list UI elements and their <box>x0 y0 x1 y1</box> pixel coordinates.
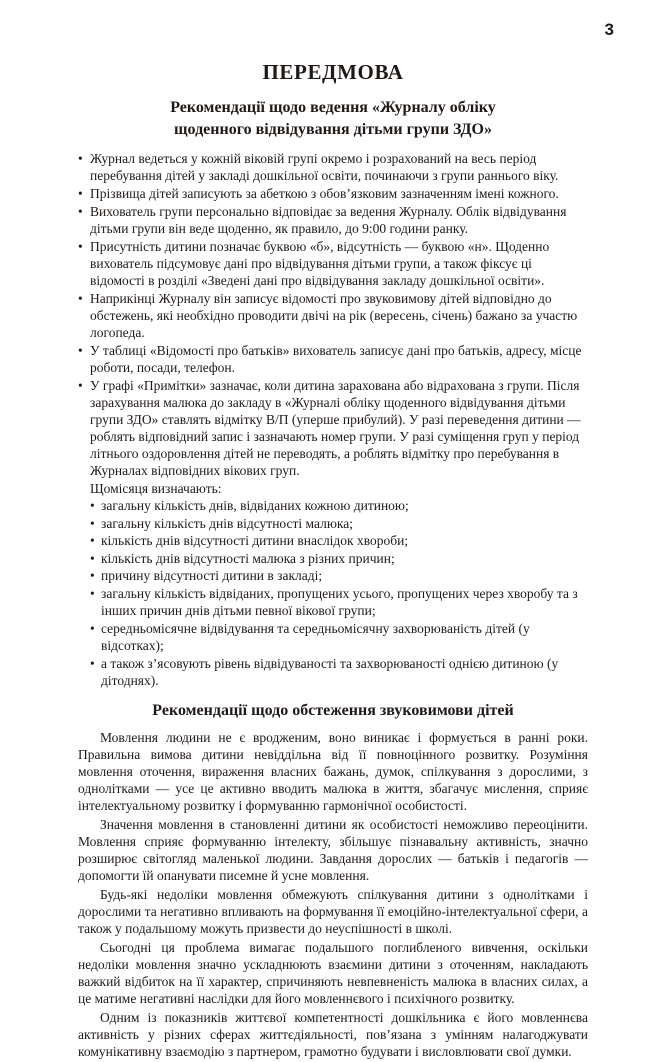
list-item: • Наприкінці Журналу він записує відомості про звуковимову дітей відповідно до обстежень, які необхідно проводити двічі на рік (вересень, січень) бажано за участю логопеда. <box>78 290 588 341</box>
list-item: • Прізвища дітей записують за абеткою з обов’язковим зазначенням імені кожного. <box>78 185 588 202</box>
sub-list-item: • загальну кількість днів відсутності малюка; <box>90 515 588 533</box>
list-item: • Вихователь групи персонально відповідає за ведення Журналу. Облік відвідування дітьми групи він веде щоденно, як правило, до 9:00 години ранку. <box>78 203 588 237</box>
section-heading-line: щоденного відвідування дітьми групи ЗДО» <box>174 121 492 138</box>
sub-list-item: • середньомісячне відвідування та середньомісячну захворюваність дітей (у відсотках); <box>90 620 588 655</box>
sub-list-item: • кількість днів відсутності малюка з різних причин; <box>90 550 588 568</box>
paragraph: Мовлення людини не є вродженим, воно виникає і формується в ранні роки. Правильна вимова дитини невіддільна від її повноцінного розвитку. Розуміння мовлення оточення, вираження власних бажань, думок, спілкування з дорослими, з однолітками — усе це активно вводить малюка в життя, збагачує мислення, сприяє інтелектуальному розвитку і формуванню гармонічної особистості. <box>78 729 588 813</box>
sub-list-item: • причину відсутності дитини в закладі; <box>90 567 588 585</box>
monthly-intro: Щомісяця визначають: <box>90 481 222 496</box>
section-heading-line: Рекомендації щодо ведення «Журналу обліку <box>170 99 496 116</box>
paragraph: Будь-які недоліки мовлення обмежують спілкування дитини з однолітками і дорослими та негативно впливають на формування її емоційно-інтелектуальної сфери, а також у подальшому можуть призвести до неуспішності в школі. <box>78 886 588 936</box>
paragraph: Значення мовлення в становленні дитини як особистості неможливо переоцінити. Мовлення сприяє формуванню інтелекту, збільшує пізнавальну активність, значно розширює світогляд маленької людини. Завдання дорослих — батьків і педагогів — допомогти їй опанувати писемне й усне мовлення. <box>78 816 588 883</box>
list-item: • У графі «Примітки» зазначає, коли дитина зарахована або відрахована з групи. Після зарахування малюка до закладу в «Журналі обліку щоденного відвідування дітьми групи ЗДО» ставлять відмітку В/П (уперше прибулий). У разі переведення дитини — роблять відповідний запис і зазначають номер групи. У разі суміщення груп у період літнього оздоровлення дітей не переводять, а роблять відмітку про перебування в Журналах відповідних вікових груп. <box>78 377 588 479</box>
sub-list-item: • кількість днів відсутності дитини внаслідок хвороби; <box>90 532 588 550</box>
section-heading-speech: Рекомендації щодо обстеження звуковимови дітей <box>152 701 514 719</box>
sub-list-item: • загальну кількість днів, відвіданих кожною дитиною; <box>90 497 588 515</box>
list-item: • Присутність дитини позначає буквою «б», відсутність — буквою «н». Щоденно вихователь підсумовує дані про відвідування дітьми групи, а також фіксує ці відомості в розділі «Зведені дані про відвідування закладу дошкільної освіти». <box>78 238 588 289</box>
list-item: • Журнал ведеться у кожній віковій групі окремо і розрахований на весь період перебування дітей у закладі дошкільної освіти, починаючи з групи раннього віку. <box>78 150 588 184</box>
paragraph: Сьогодні ця проблема вимагає подальшого поглибленого вивчення, оскільки недоліки мовлення значно ускладнюють взаємини дитини з оточенням, накладають важкий відбиток на її характер, спричиняють невпевненість малюка в власних силах, а це матиме негативні наслідки для його мовленнєвого і психічного розвитку. <box>78 939 588 1006</box>
page-number: 3 <box>604 20 614 39</box>
journal-rules-list <box>78 150 588 479</box>
speech-section-body <box>78 729 588 1060</box>
paragraph: Одним із показників життєвої компетентності дошкільника є його мовленнєва активність у різних сферах життєдіяльності, пов’язана з умінням налагоджувати комунікативну взаємодію з партнером, грамотно будувати і висловлювати свої думки. <box>78 1009 588 1059</box>
page-content <box>78 60 588 1062</box>
page-title: ПЕРЕДМОВА <box>262 60 404 84</box>
section-heading-journal <box>78 97 588 141</box>
list-item: • У таблиці «Відомості про батьків» вихователь записує дані про батьків, адресу, місце роботи, посади, телефон. <box>78 342 588 376</box>
sub-list-item: • загальну кількість відвіданих, пропущених усього, пропущених через хворобу та з інших причин днів дітьми певної вікової групи; <box>90 585 588 620</box>
monthly-metrics-list <box>78 497 588 690</box>
sub-list-item: • а також з’ясовують рівень відвідуваності та захворюваності однією дитиною (у дітоднях). <box>90 655 588 690</box>
